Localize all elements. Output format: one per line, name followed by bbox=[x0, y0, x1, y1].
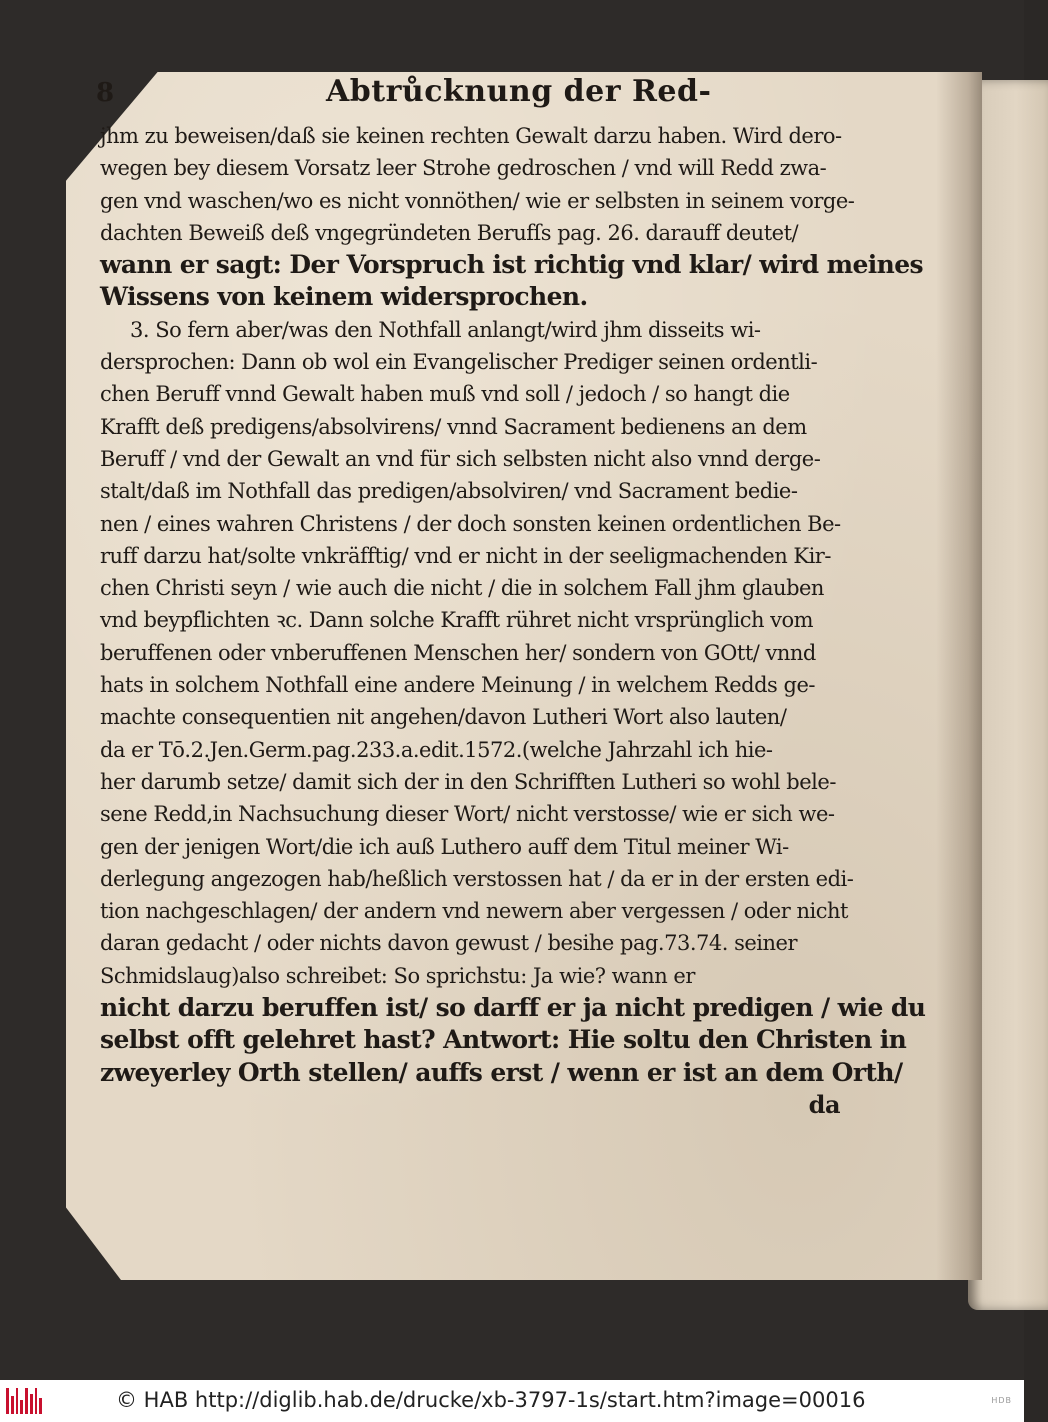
body-text bbox=[100, 120, 926, 1121]
text-line: gen vnd waschen/wo es nicht vonnöthen/ wie er selbsten in seinem vorge- bbox=[100, 188, 855, 213]
text-line: wann er sagt: Der Vorspruch ist richtig vnd klar/ wird meines bbox=[100, 250, 924, 280]
text-line: beruffenen oder vnberuffenen Menschen her/ sondern von GOtt/ vnnd bbox=[100, 640, 816, 665]
text-line: 3. So fern aber/was den Nothfall anlangt/wird jhm disseits wi- bbox=[130, 317, 761, 342]
text-line: selbst offt gelehret hast? Antwort: Hie soltu den Christen in bbox=[100, 1025, 907, 1055]
text-line: wegen bey diesem Vorsatz leer Strohe gedroschen / vnd will Redd zwa- bbox=[100, 156, 827, 181]
copyright-link[interactable]: © HAB http://diglib.hab.de/drucke/xb-3797-1s/start.htm?image=00016 bbox=[116, 1388, 866, 1412]
running-head: Abtrůcknung der Red- bbox=[326, 74, 712, 109]
text-line: sene Redd,in Nachsuchung dieser Wort/ nicht verstosse/ wie er sich we- bbox=[100, 802, 835, 827]
hab-logo-icon bbox=[6, 1388, 42, 1414]
page-header bbox=[96, 72, 826, 116]
text-line: nicht darzu beruffen ist/ so darff er ja nicht predigen / wie du bbox=[100, 993, 926, 1023]
catchword: da bbox=[808, 1089, 840, 1119]
text-line: her darumb setze/ damit sich der in den Schrifften Lutheri so wohl bele- bbox=[100, 769, 836, 794]
text-line: da er Tō.2.Jen.Germ.pag.233.a.edit.1572.(welche Jahrzahl ich hie- bbox=[100, 737, 773, 762]
text-line: jhm zu beweisen/daß sie keinen rechten Gewalt darzu haben. Wird dero- bbox=[100, 124, 842, 148]
text-line: vnd beypflichten ꝛc. Dann solche Krafft rühret nicht vrsprünglich vom bbox=[100, 608, 814, 633]
text-line: stalt/daß im Nothfall das predigen/absolviren/ vnd Sacrament bedie- bbox=[100, 479, 798, 504]
text-line: daran gedacht / oder nichts davon gewust / besihe pag.73.74. seiner bbox=[100, 931, 797, 956]
text-line: machte consequentien nit angehen/davon Lutheri Wort also lauten/ bbox=[100, 705, 787, 730]
text-line: tion nachgeschlagen/ der andern vnd newern aber vergessen / oder nicht bbox=[100, 899, 848, 924]
text-line: hats in solchem Nothfall eine andere Meinung / in welchem Redds ge- bbox=[100, 673, 815, 698]
page-number: 8 bbox=[96, 78, 115, 108]
text-line: Krafft deß predigens/absolvirens/ vnnd Sacrament bedienens an dem bbox=[100, 414, 807, 439]
text-line: dersprochen: Dann ob wol ein Evangelischer Prediger seinen ordentli- bbox=[100, 350, 818, 375]
text-line: Wissens von keinem widersprochen. bbox=[100, 282, 588, 312]
text-line: nen / eines wahren Christens / der doch sonsten keinen ordentlichen Be- bbox=[100, 511, 841, 536]
text-line: gen der jenigen Wort/die ich auß Luthero auff dem Titul meiner Wi- bbox=[100, 834, 789, 859]
corner-mark: HDB bbox=[991, 1396, 1012, 1405]
text-line: chen Beruff vnnd Gewalt haben muß vnd soll / jedoch / so hangt die bbox=[100, 382, 790, 407]
text-line: Schmidslaug)also schreibet: So sprichstu: Ja wie? wann er bbox=[100, 963, 695, 988]
text-line: derlegung angezogen hab/heßlich verstossen hat / da er in der ersten edi- bbox=[100, 866, 854, 891]
text-line: ruff darzu hat/solte vnkräfftig/ vnd er nicht in der seeligmachenden Kir- bbox=[100, 543, 831, 568]
viewer-footer bbox=[0, 1380, 1024, 1422]
text-line: dachten Beweiß deß vngegründeten Berufſs pag. 26. darauff deutet/ bbox=[100, 220, 799, 245]
text-line: chen Christi seyn / wie auch die nicht / die in solchem Fall jhm glauben bbox=[100, 576, 824, 601]
gutter-shadow bbox=[936, 72, 982, 1280]
text-line: zweyerley Orth stellen/ auffs erst / wenn er ist an dem Orth/ bbox=[100, 1057, 903, 1087]
text-line: Beruff / vnd der Gewalt an vnd für sich selbsten nicht also vnnd derge- bbox=[100, 446, 821, 471]
